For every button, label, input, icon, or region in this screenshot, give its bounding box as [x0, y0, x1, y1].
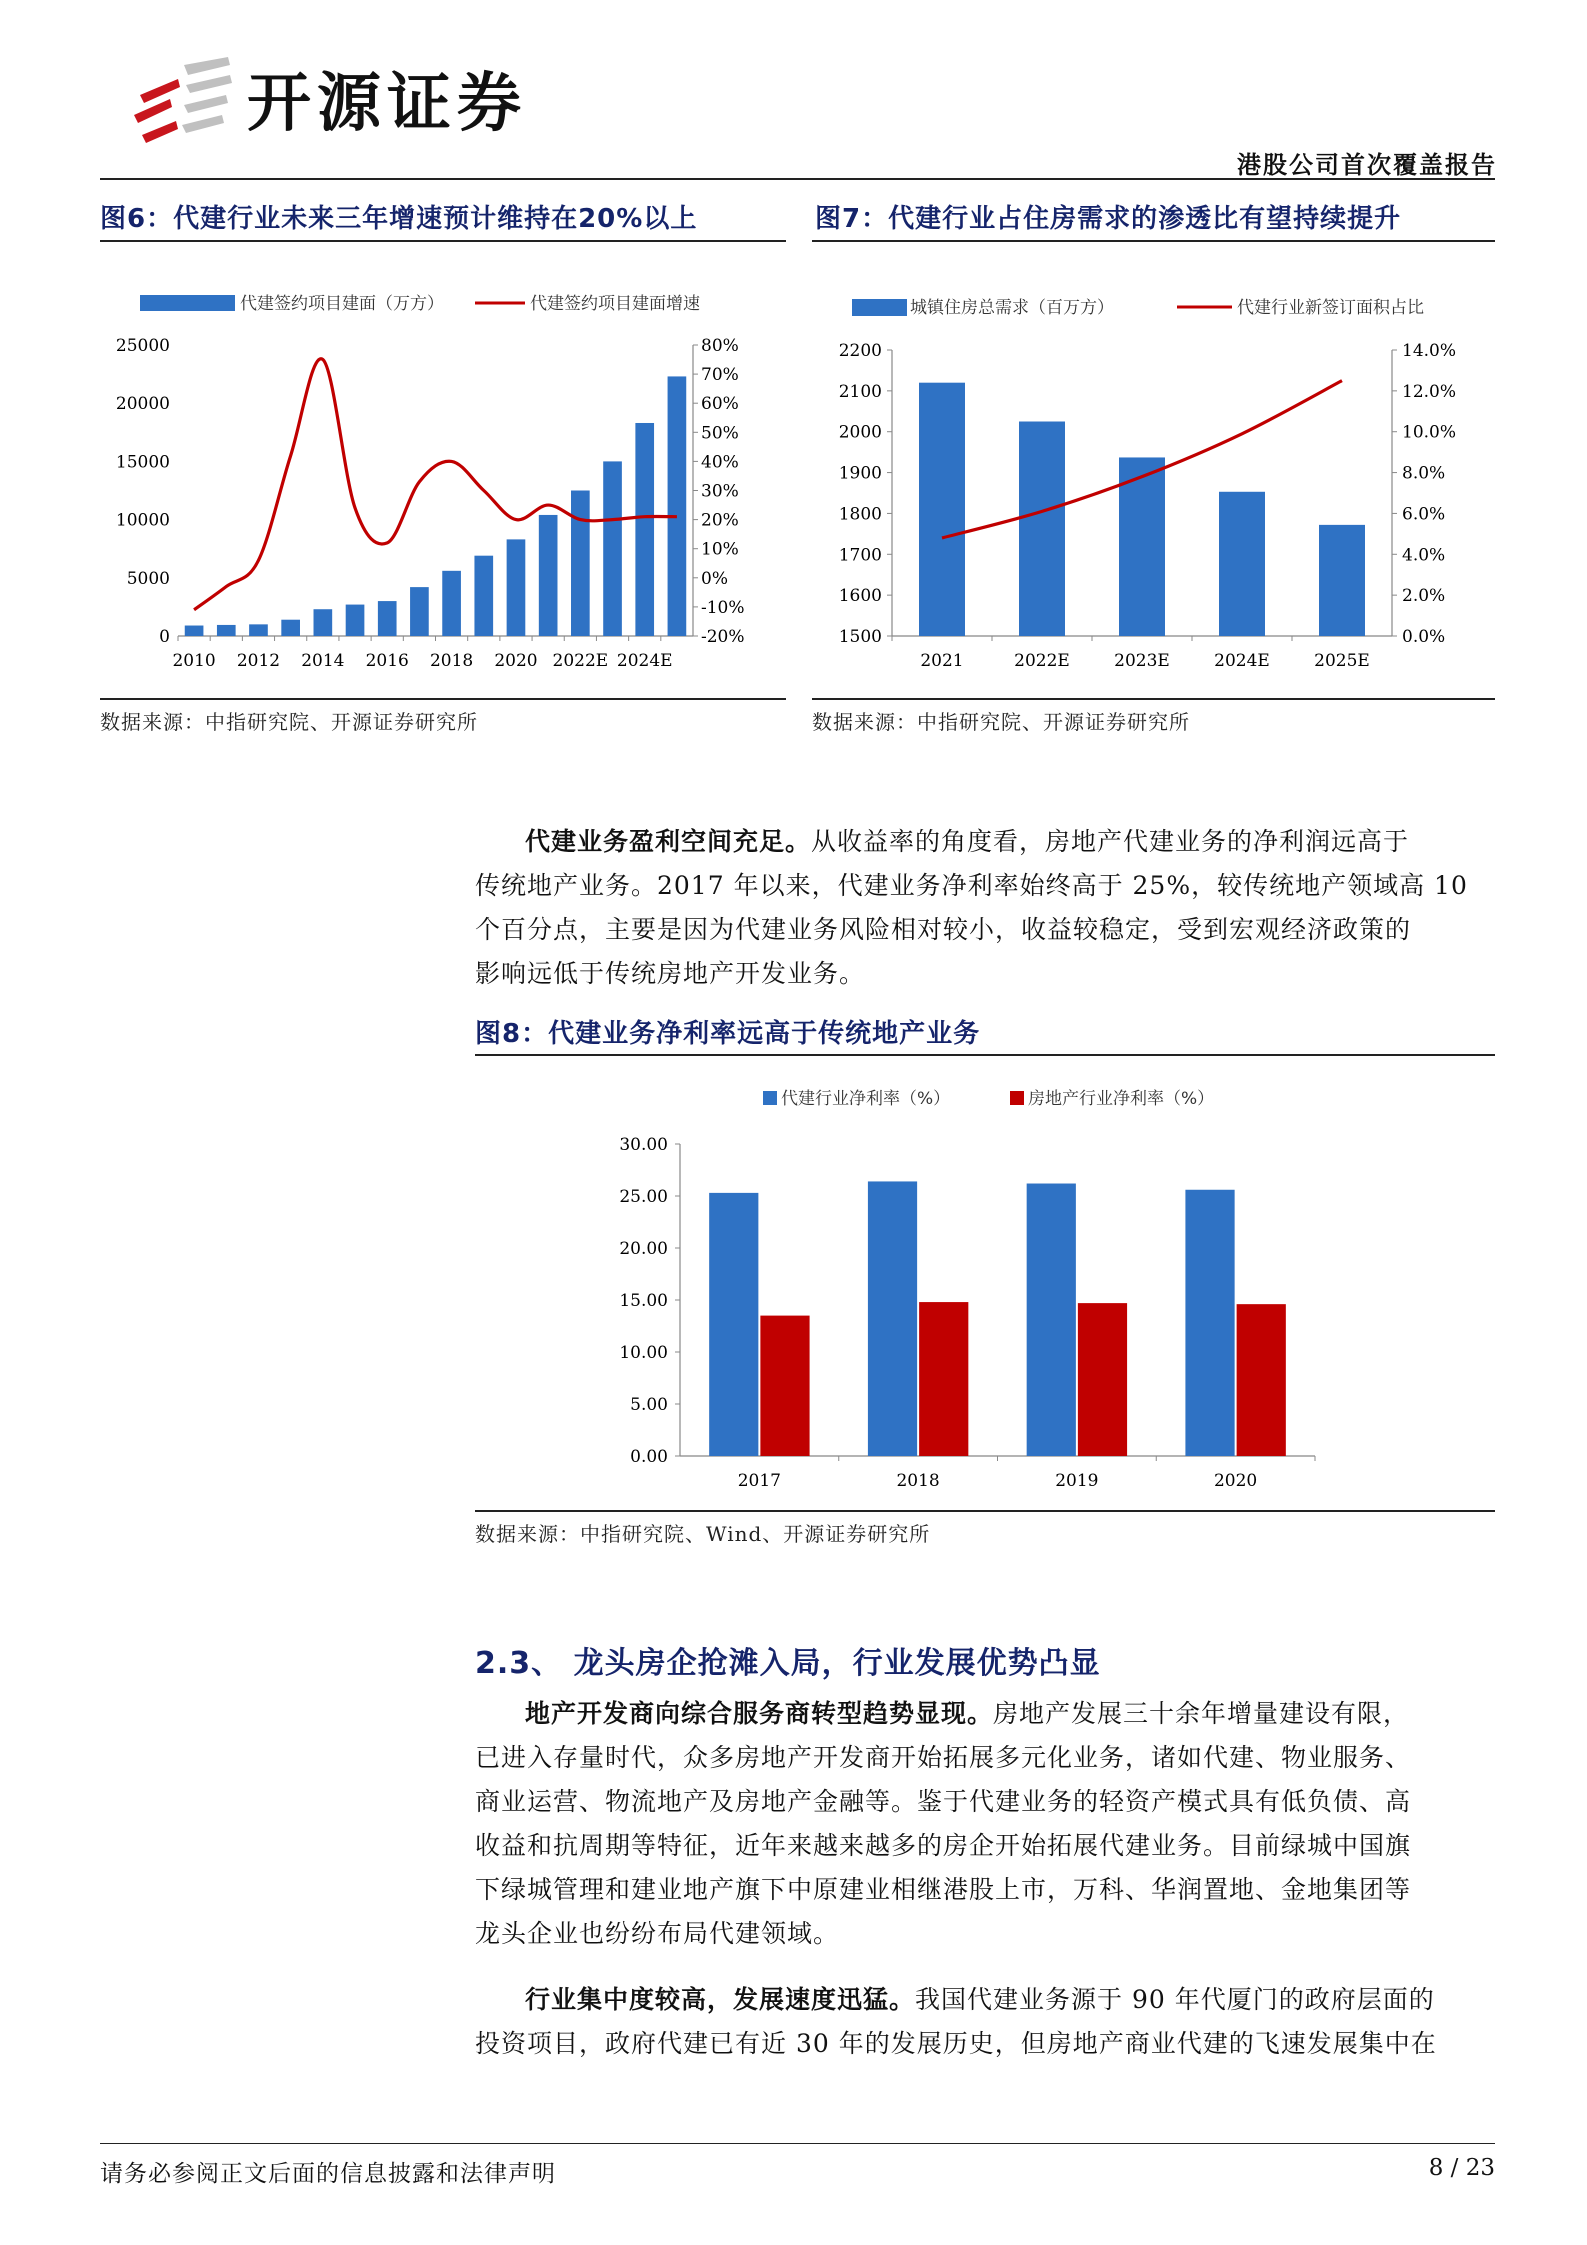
x-tick-label: 2025E [1314, 651, 1370, 671]
y-left-tick-label: 1800 [838, 504, 882, 525]
legend-swatch-series2 [1010, 1091, 1024, 1105]
bar-daijian-2017 [709, 1193, 758, 1456]
legend-label-bars: 城镇住房总需求（百万方） [910, 298, 1114, 318]
bar-2013 [281, 620, 300, 636]
y-left-tick-label: 1900 [838, 463, 882, 484]
x-tick-label: 2022E [1014, 651, 1070, 671]
x-tick-label: 2014 [301, 651, 345, 671]
legend-swatch-bars [140, 295, 235, 311]
bar-2021 [919, 383, 965, 636]
bar-2024E [635, 423, 654, 636]
y-left-tick-label: 0 [159, 627, 170, 647]
paragraph-transform: 地产开发商向综合服务商转型趋势显现。房地产发展三十余年增量建设有限， 已进入存量时代，众多房地产开发商开始拓展多元化业务，诸如代建、物业服务、 商业运营、物流地产及房地产金融等。鉴于代建业务的轻资产模式具有低负债、高 收益和抗周期等特征，近年来越来越多的房企开始拓展代建业务。目前绿城中国旗 下绿城管理和建业地产旗下中原建业相继港股上市，万科、华润置地、金地集团等 龙头企业也纷纷布局代建领域。 [475, 1699, 1412, 1948]
y-left-tick-label: 2100 [838, 381, 882, 402]
x-tick-label: 2010 [172, 651, 216, 671]
bar-realestate-2018 [919, 1302, 968, 1456]
y-right-tick-label: 12.0% [1402, 381, 1457, 402]
bar-2021 [539, 515, 558, 636]
y-left-tick-label: 2000 [838, 422, 882, 443]
page-number: 8 / 23 [1428, 2155, 1495, 2181]
paragraph-profit: 代建业务盈利空间充足。从收益率的角度看，房地产代建业务的净利润远高于 传统地产业务。2017 年以来，代建业务净利率始终高于 25%，较传统地产领域高 10 个百分点，主要是因为代建业务风险相对较小，收益较稳定，受到宏观经济政策的 影响远低于传统房地产开发业务。 [475, 827, 1468, 988]
bar-daijian-2019 [1027, 1184, 1076, 1456]
logo-mark-icon [134, 57, 232, 143]
y-right-tick-label: 60% [701, 394, 739, 415]
y-right-tick-label: 20% [701, 510, 739, 531]
paragraph-concentration-lead: 行业集中度较高，发展速度迅猛。 [525, 1985, 916, 2014]
bar-2011 [217, 625, 236, 636]
company-logo [132, 55, 592, 145]
x-tick-label: 2018 [429, 651, 474, 671]
y-right-tick-label: 50% [701, 423, 739, 444]
y-left-tick-label: 15000 [115, 452, 170, 473]
figure-6-title: 图6：代建行业未来三年增速预计维持在20%以上 [100, 204, 698, 234]
footer-disclaimer: 请务必参阅正文后面的信息披露和法律声明 [100, 2161, 556, 2187]
legend-label-line: 代建签约项目建面增速 [530, 294, 700, 314]
x-tick-label: 2020 [494, 651, 538, 671]
header-rule [100, 178, 1495, 180]
x-tick-label: 2019 [1055, 1471, 1099, 1491]
y-left-tick-label: 1600 [838, 586, 882, 607]
x-tick-label: 2012 [236, 651, 281, 671]
y-right-tick-label: 40% [701, 452, 739, 473]
bar-2014 [314, 609, 333, 636]
figure-7-title: 图7：代建行业占住房需求的渗透比有望持续提升 [815, 204, 1402, 234]
y-left-tick-label: 1700 [838, 545, 882, 566]
x-tick-label: 2020 [1213, 1471, 1258, 1491]
x-tick-label: 2024E [616, 651, 673, 671]
y-right-tick-label: 4.0% [1402, 545, 1446, 566]
paragraph-concentration: 行业集中度较高，发展速度迅猛。我国代建业务源于 90 年代厦门的政府层面的 投资项目，政府代建已有近 30 年的发展历史，但房地产商业代建的飞速发展集中在 [475, 1985, 1437, 2058]
bar-2016 [378, 601, 397, 636]
y-left-tick-label: 10000 [115, 510, 170, 531]
x-tick-label: 2016 [365, 651, 409, 671]
y-right-tick-label: 80% [701, 336, 739, 356]
chart-fig8 [475, 1060, 1495, 1510]
figure-6-top-rule [100, 240, 786, 242]
figure-6-source: 数据来源：中指研究院、开源证券研究所 [100, 710, 478, 734]
y-right-tick-label: 0% [701, 568, 728, 589]
chart-fig7 [812, 260, 1502, 690]
bar-2012 [249, 624, 268, 636]
y-right-tick-label: 70% [701, 365, 739, 386]
y-tick-label: 30.00 [619, 1135, 668, 1155]
figure-8-bottom-rule [475, 1510, 1495, 1512]
x-tick-label: 2023E [1114, 651, 1170, 671]
bar-daijian-2020 [1185, 1190, 1234, 1456]
figure-6-bottom-rule [100, 698, 786, 700]
legend-label-bars: 代建签约项目建面（万方） [240, 294, 444, 314]
bar-realestate-2017 [760, 1316, 809, 1456]
figure-7-source: 数据来源：中指研究院、开源证券研究所 [812, 710, 1190, 734]
y-right-tick-label: 14.0% [1402, 341, 1457, 361]
bar-2019 [474, 556, 493, 636]
bar-2017 [410, 587, 429, 636]
bar-2020 [507, 539, 526, 636]
bar-realestate-2019 [1078, 1303, 1127, 1456]
y-right-tick-label: -10% [701, 597, 745, 618]
y-left-tick-label: 25000 [115, 336, 170, 356]
bar-2024E [1219, 492, 1265, 636]
y-left-tick-label: 1500 [838, 627, 882, 647]
bar-daijian-2018 [868, 1181, 917, 1456]
bar-2025E [668, 376, 687, 636]
bar-2025E [1319, 525, 1365, 636]
y-tick-label: 0.00 [630, 1447, 668, 1467]
y-tick-label: 10.00 [619, 1343, 668, 1363]
bar-2022E [1019, 422, 1065, 637]
figure-8-top-rule [475, 1054, 1495, 1056]
legend-swatch-series1 [763, 1091, 777, 1105]
report-type: 港股公司首次覆盖报告 [1237, 150, 1497, 179]
y-tick-label: 20.00 [619, 1239, 668, 1259]
figure-7-bottom-rule [812, 698, 1495, 700]
legend-swatch-bars [852, 299, 907, 316]
bar-2023E [603, 461, 622, 636]
y-tick-label: 15.00 [619, 1291, 668, 1311]
y-right-tick-label: 10.0% [1402, 422, 1457, 443]
y-tick-label: 5.00 [630, 1395, 668, 1415]
y-right-tick-label: 0.0% [1402, 627, 1446, 647]
y-right-tick-label: 2.0% [1402, 586, 1446, 607]
footer-rule [100, 2143, 1495, 2144]
figure-8-title: 图8：代建业务净利率远高于传统地产业务 [475, 1019, 981, 1049]
x-tick-label: 2024E [1214, 651, 1270, 671]
figure-7-top-rule [812, 240, 1495, 242]
y-left-tick-label: 5000 [126, 568, 170, 589]
bar-2015 [346, 605, 365, 636]
bar-2010 [185, 626, 204, 636]
bar-realestate-2020 [1237, 1304, 1286, 1456]
x-tick-label: 2021 [920, 651, 964, 671]
legend-label-line: 代建行业新签订面积占比 [1237, 298, 1424, 318]
y-right-tick-label: 30% [701, 481, 739, 502]
legend-label-series1: 代建行业净利率（%） [781, 1089, 951, 1109]
paragraph-transform-lead: 地产开发商向综合服务商转型趋势显现。 [525, 1699, 994, 1728]
bar-2022E [571, 491, 590, 637]
y-tick-label: 25.00 [619, 1187, 668, 1207]
legend-label-series2: 房地产行业净利率（%） [1028, 1089, 1215, 1109]
y-right-tick-label: 10% [701, 539, 739, 560]
section-heading: 2.3、 龙头房企抢滩入局，行业发展优势凸显 [475, 1646, 1101, 1681]
x-tick-label: 2022E [552, 651, 609, 671]
x-tick-label: 2017 [737, 1471, 782, 1491]
paragraph-profit-lead: 代建业务盈利空间充足。 [525, 827, 812, 856]
figure-8-source: 数据来源：中指研究院、Wind、开源证券研究所 [475, 1522, 931, 1546]
y-right-tick-label: 6.0% [1402, 504, 1446, 525]
bar-2018 [442, 571, 461, 636]
company-name: 开源证券 [247, 67, 527, 141]
y-left-tick-label: 20000 [115, 394, 170, 415]
chart-fig6 [100, 260, 790, 690]
y-right-tick-label: 8.0% [1402, 463, 1446, 484]
y-right-tick-label: -20% [701, 627, 745, 647]
x-tick-label: 2018 [896, 1471, 940, 1491]
y-left-tick-label: 2200 [838, 341, 882, 361]
